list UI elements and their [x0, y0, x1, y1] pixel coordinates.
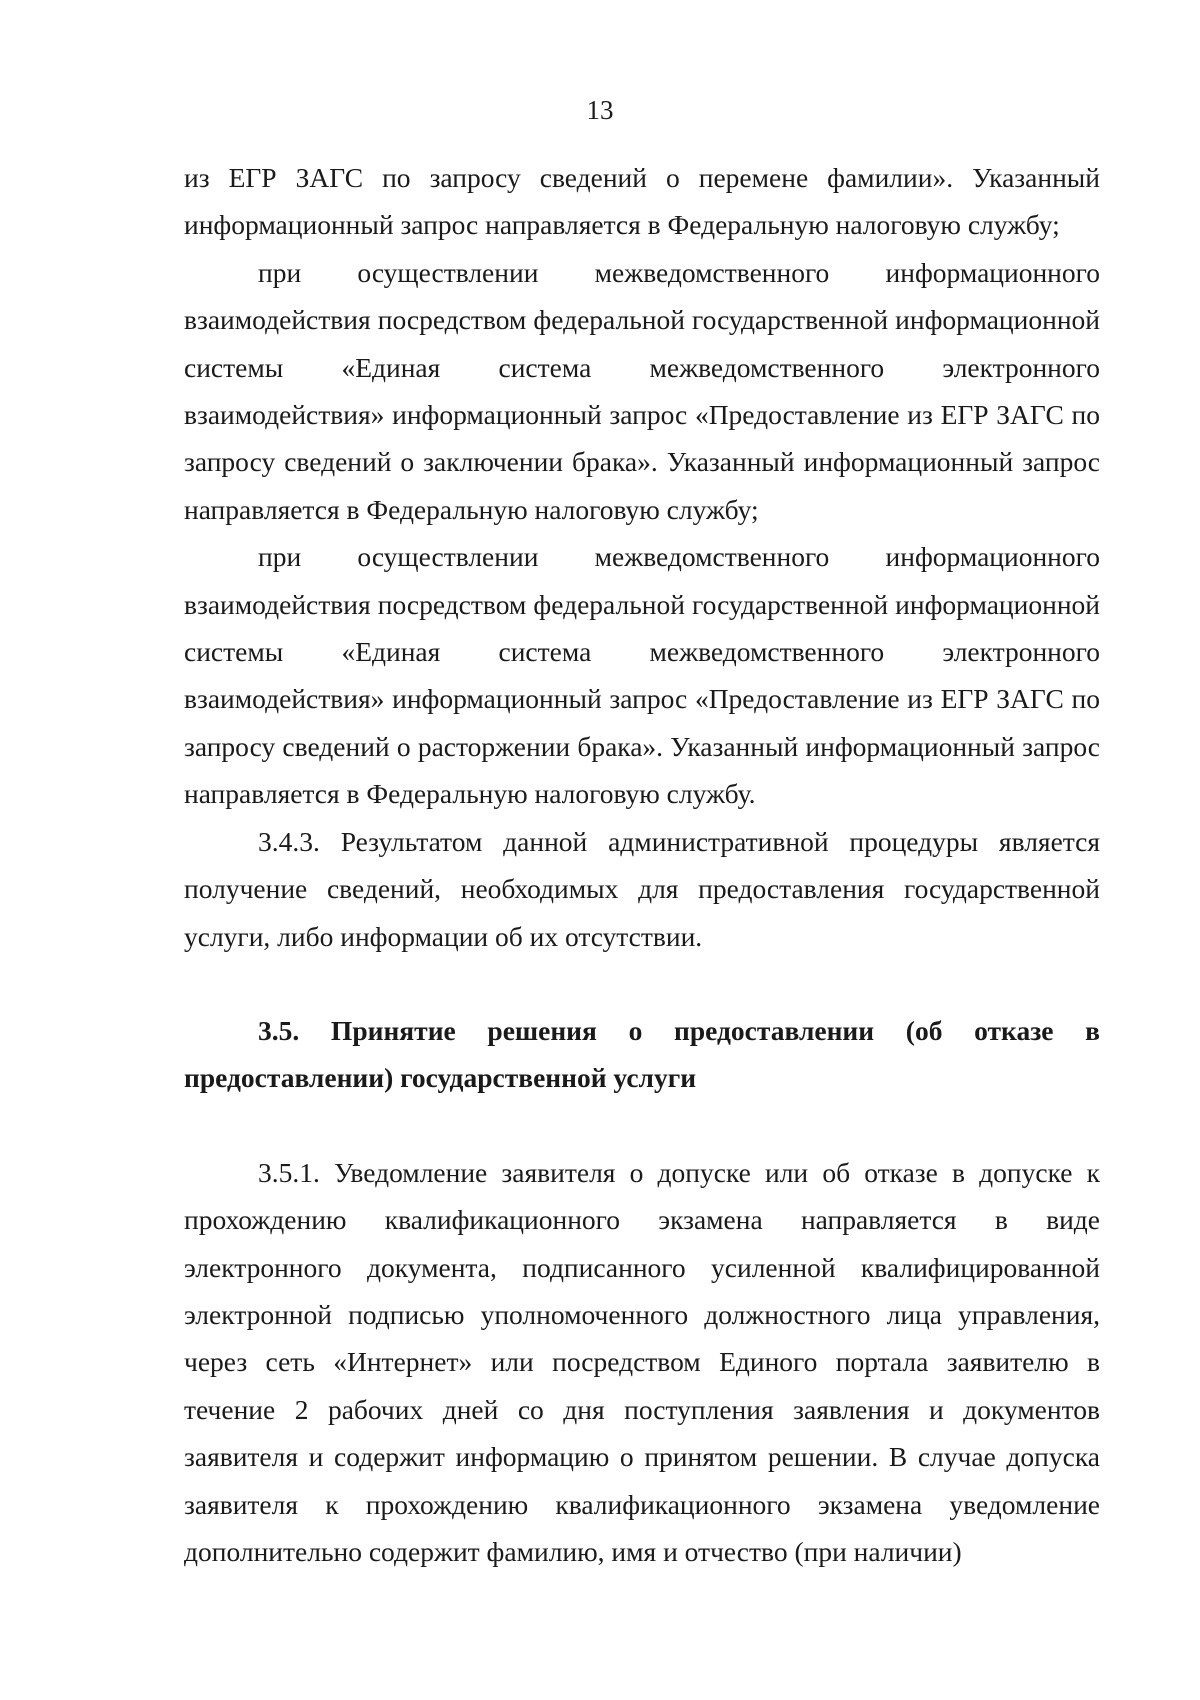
document-body [184, 154, 1100, 1575]
paragraph-divorce-request: при осуществлении межведомственного информационного взаимодействия посредством федеральной государственной информационной системы «Единая система межведомственного электронного взаимодействия» информационный запрос «Предоставление из ЕГР ЗАГС по запросу сведений о расторжении брака». Указанный информационный запрос направляется в Федеральную налоговую службу. [184, 541, 1100, 810]
section-heading: 3.5. Принятие решения о предоставлении (об отказе в предоставлении) государственной услуги [184, 1014, 1100, 1094]
paragraph-marriage-request: при осуществлении межведомственного информационного взаимодействия посредством федеральной государственной информационной системы «Единая система межведомственного электронного взаимодействия» информационный запрос «Предоставление из ЕГР ЗАГС по запросу сведений о заключении брака». Указанный информационный запрос направляется в Федеральную налоговую службу; [184, 256, 1100, 525]
paragraph-3-4-3: 3.4.3. Результатом данной административной процедуры является получение сведений, необходимых для предоставления государственной услуги, либо информации об их отсутствии. [184, 825, 1100, 952]
section-heading-block [184, 1007, 1100, 1102]
paragraph-continuation: из ЕГР ЗАГС по запросу сведений о перемене фамилии». Указанный информационный запрос направляется в Федеральную налоговую службу; [184, 162, 1100, 241]
page-number: 13 [586, 95, 614, 125]
paragraph-3-5-1: 3.5.1. Уведомление заявителя о допуске или об отказе в допуске к прохождению квалификационного экзамена направляется в виде электронного документа, подписанного усиленной квалифицированной электронной подписью уполномоченного должностного лица управления, через сеть «Интернет» или посредством Единого портала заявителю в течение 2 рабочих дней со дня поступления заявления и документов заявителя и содержит информацию о принятом решении. В случае допуска заявителя к прохождению квалификационного экзамена уведомление дополнительно содержит фамилию, имя и отчество (при наличии) [184, 1156, 1100, 1567]
